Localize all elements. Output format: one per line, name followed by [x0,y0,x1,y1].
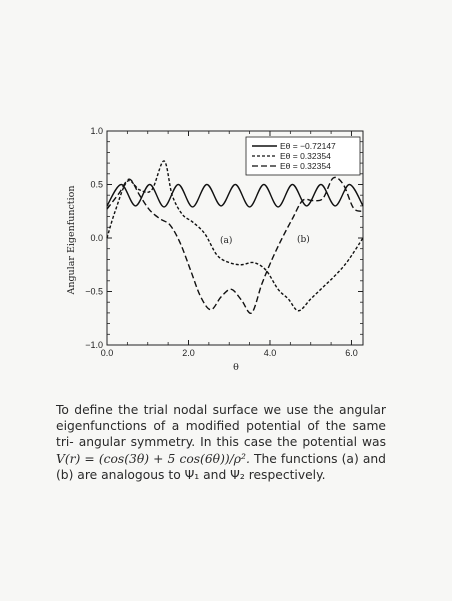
y-tick-label: 0.5 [90,179,103,190]
caption-line-4: The functions (a) and (b) are [56,451,386,482]
x-tick-label: 4.0 [263,348,277,358]
caption-formula-2: (cos(3θ) + 5 cos(6θ))/ρ². [98,451,250,466]
legend [246,137,360,175]
series-line-3 [107,177,363,313]
legend-label-1: Eθ = −0.72147 [280,141,336,151]
figure-caption [56,402,386,483]
x-tick-label: 6.0 [345,348,358,358]
caption-line-5: analogous to Ψ₁ and Ψ₂ respectively. [101,467,326,482]
caption-line-3: angular symmetry. In this case the potential was [78,435,386,450]
y-axis-label: Angular Eigenfunction [66,185,77,295]
annotation-a: (a) [220,236,233,246]
x-axis-label: θ [233,362,239,373]
caption-line-1: To define the trial nodal surface we use the angular [56,403,386,417]
annotation-b: (b) [297,235,310,245]
y-tick-label: −1.0 [85,340,103,350]
caption-line-2: eigenfunctions of a modified potential of the same tri- [56,419,386,450]
x-tick-label: 2.0 [182,348,195,358]
y-tick-label: −0.5 [85,286,103,297]
caption-formula-1: V(r) = [56,451,95,466]
series-lines [107,161,363,313]
x-tick-label: 0.0 [100,348,114,358]
y-tick-label: 0.0 [90,233,103,243]
legend-label-3: Eθ = 0.32354 [280,161,331,171]
series-line-2 [107,161,363,311]
y-tick-label: 1.0 [90,126,103,136]
legend-label-2: Eθ = 0.32354 [280,151,331,161]
